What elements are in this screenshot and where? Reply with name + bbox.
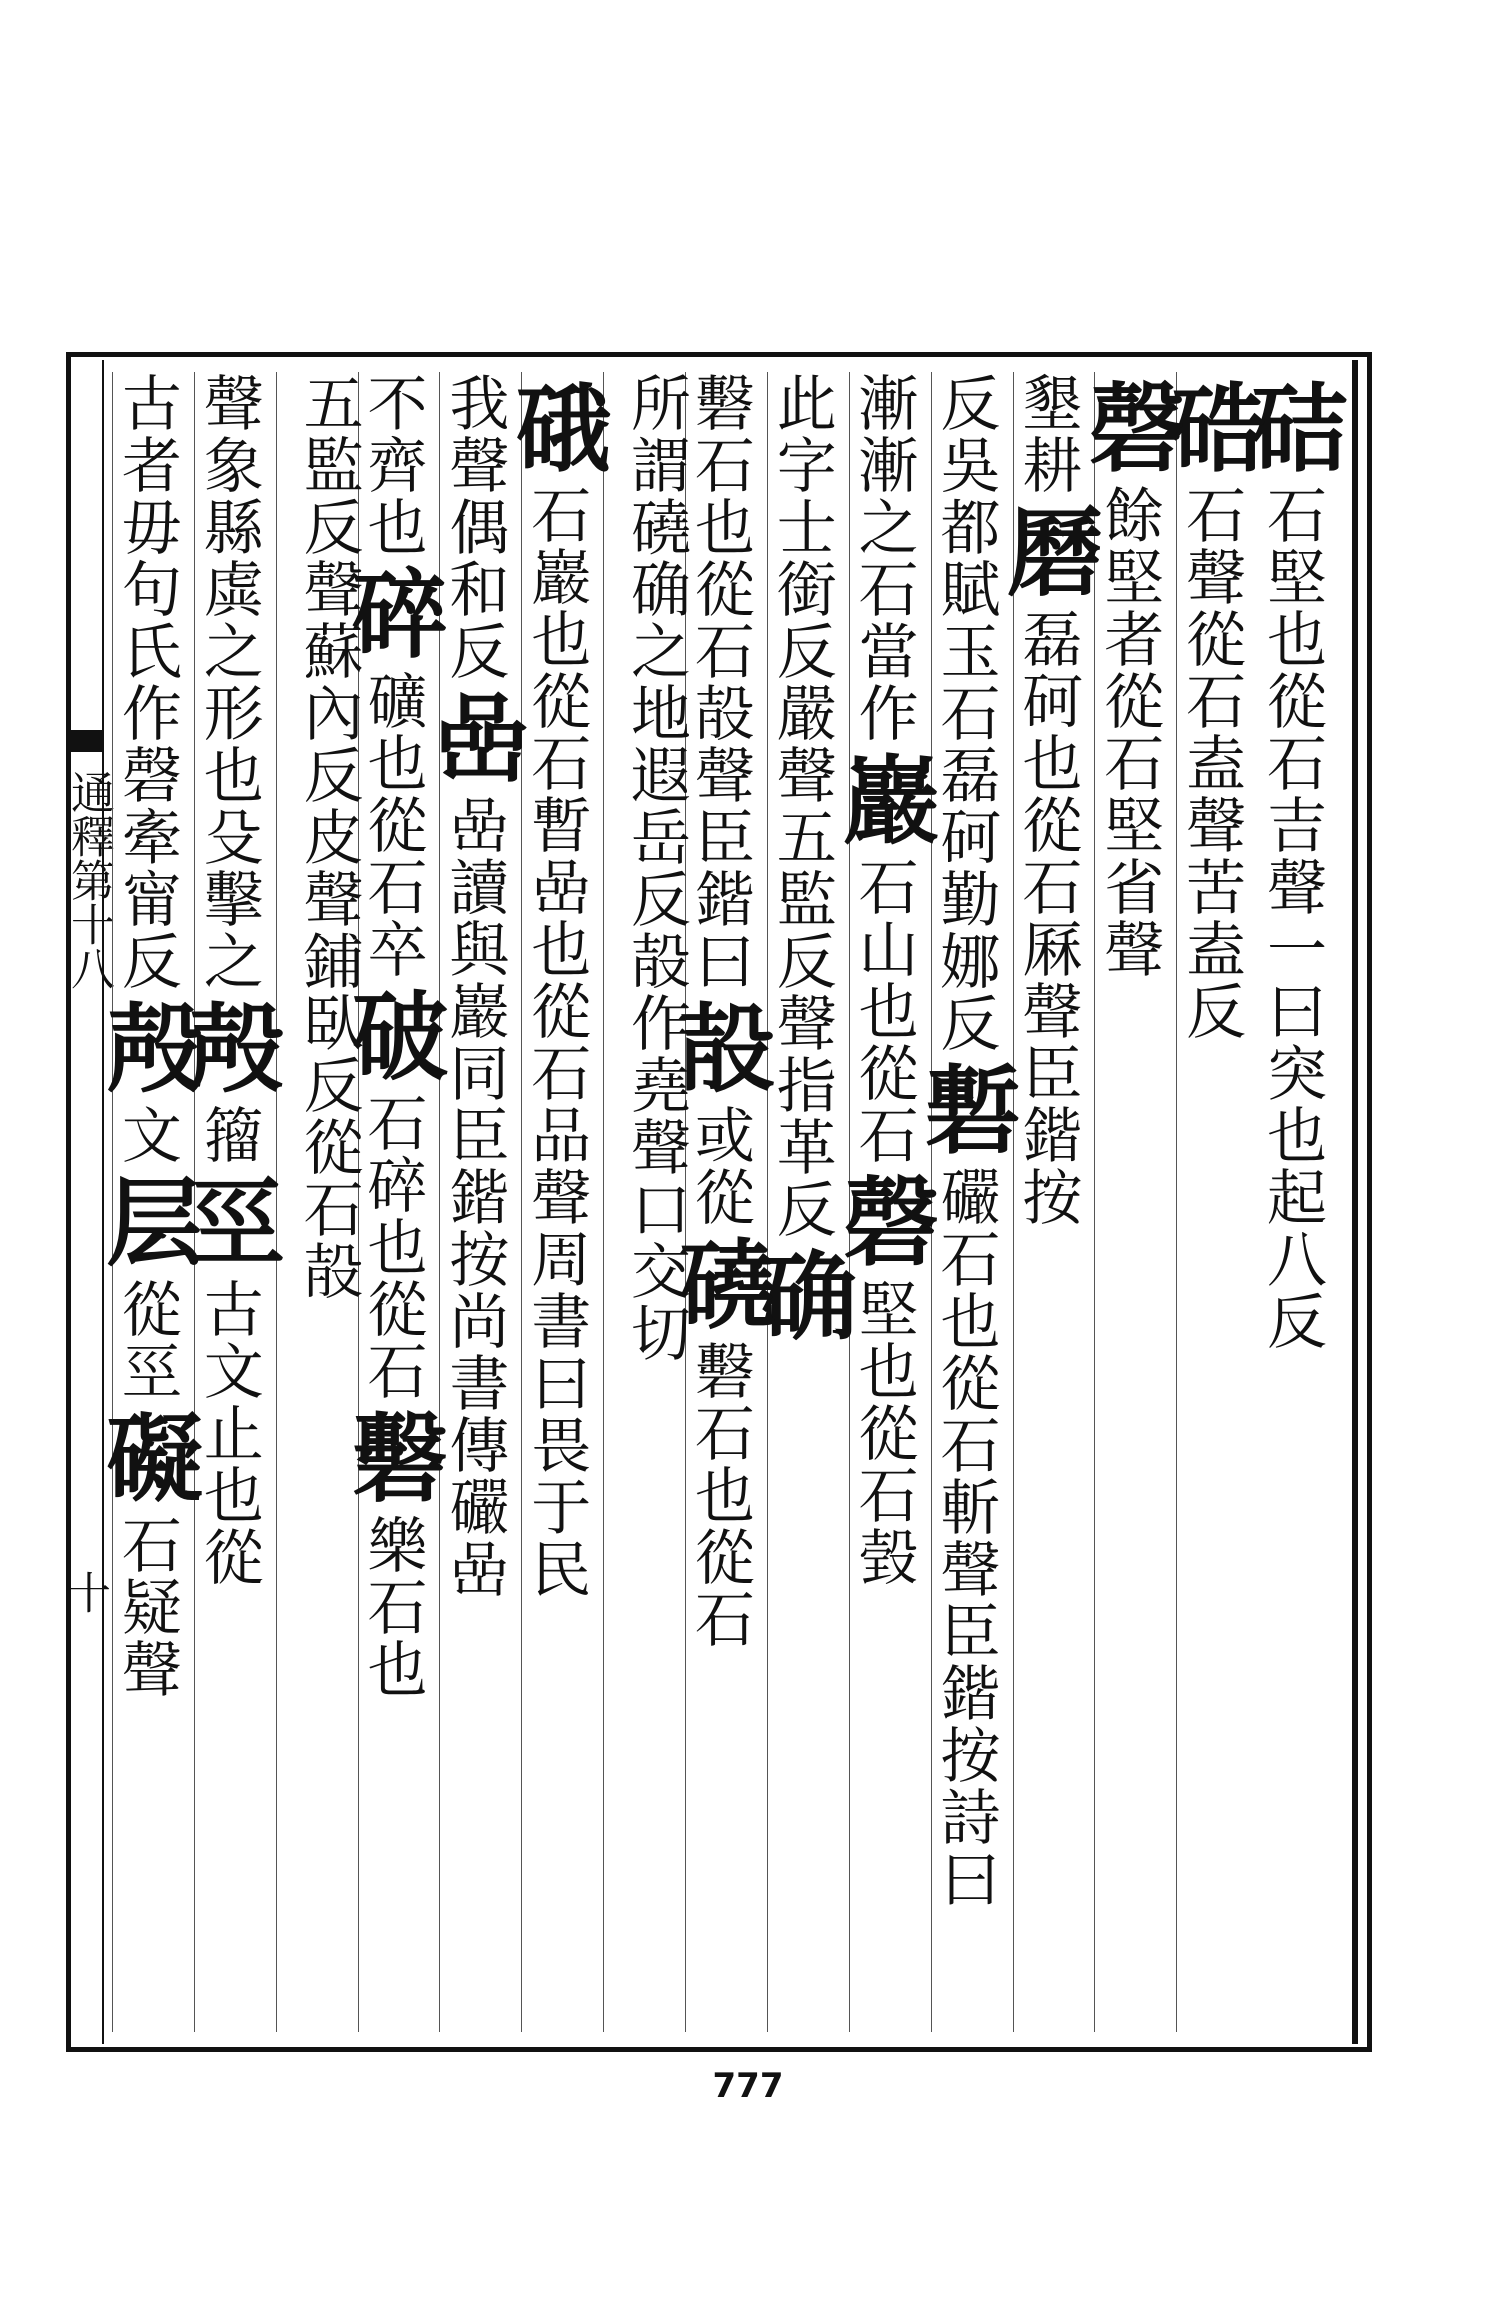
gloss-text: 暫嵒也從石品聲周書曰畏于民 [521,794,592,1600]
seal-script-headword: 磿 [991,502,1105,602]
gloss-text: 聲指革反 [766,992,837,1240]
fish-tail-mark [66,730,102,752]
text-column [500,372,614,2032]
seal-script-headword: 确 [745,1246,859,1346]
frame-inner-rule [1352,360,1358,2044]
gloss-text: 石疑聲 [111,1514,182,1700]
gloss-text: 嵒讀與巖同臣鍇按尚書傳礹嵒 [439,794,510,1600]
gloss-text: 礹石也從石斬聲臣鍇按詩曰 [930,1166,1001,1910]
text-column [276,372,364,2032]
gloss-text: 礊石也從石㱿聲臣鍇曰 [684,372,755,992]
gloss-text: 從巠 [111,1278,182,1402]
gloss-text: 樂石也 [357,1514,428,1700]
gloss-text: 一曰突也起八反 [1256,918,1327,1352]
gloss-text: 漸漸之石當作 [848,372,919,744]
text-column [991,372,1105,2032]
seal-script-headword: 硪 [500,378,614,478]
gloss-text: 皮聲鋪臥反 [293,806,364,1116]
text-column [745,372,859,2032]
seal-script-headword: 殸 [90,998,204,1098]
gloss-text: 嚴聲五監反 [766,682,837,992]
gloss-text: 磊砢也從石厤聲臣鍇按 [1012,608,1083,1228]
text-column [336,372,450,2032]
gloss-text: 餘堅者從石堅省聲 [1094,484,1165,980]
seal-script-headword: 磽 [663,1234,777,1334]
seal-script-headword: 巖 [827,750,941,850]
seal-script-headword: 破 [336,986,450,1086]
seal-script-headword: 㱿 [663,998,777,1098]
seal-script-headword: 嵒 [418,688,532,788]
text-column [1235,372,1349,2032]
gloss-text: 㱿作 [621,930,692,1054]
seal-script-headword: 碎 [336,564,450,664]
text-column [909,372,1023,2032]
text-column [90,372,204,2032]
seal-script-headword: 礙 [90,1408,204,1508]
gloss-text: 墾耕 [1012,372,1083,496]
gloss-text: 堯聲口交切 [621,1054,692,1364]
gloss-text: 古文 [193,1278,264,1402]
gloss-text: 石巖也從石 [521,484,592,794]
gloss-text: 古者毋句氏作磬牽甯反 [111,372,182,992]
gloss-text: 礦也從石卒 [357,670,428,980]
gloss-text: 反 [930,372,1001,434]
seal-script-headword: 磬 [1073,378,1187,478]
gloss-text: 所謂磽确之地遐岳反 [621,372,692,930]
gloss-text: 此字士銜反 [766,372,837,682]
seal-script-headword: 磬 [827,1172,941,1272]
gloss-text: 石聲從石盍聲苦盍反 [1176,484,1247,1042]
text-column [603,372,692,2032]
text-column [827,372,941,2032]
margin-title: 通釋第十八 [63,770,114,990]
gloss-text: 從石㱿 [293,1116,364,1302]
seal-script-headword: 硞 [1155,378,1269,478]
gloss-text: 籀 [193,1104,264,1166]
gloss-text: 不齊也 [357,372,428,558]
page-number: 777 [712,2066,784,2106]
seal-script-headword: 层 [90,1172,204,1272]
seal-script-headword: 殸 [172,998,286,1098]
gloss-text: 石山也從石 [848,856,919,1166]
gloss-text: 我聲偶和反 [439,372,510,682]
text-column [1073,372,1187,2032]
margin-leaf-number: 十 [59,1570,110,1614]
text-column [663,372,777,2032]
seal-script-headword: 巠 [172,1172,286,1272]
seal-script-headword: 硈 [1235,378,1349,478]
gloss-text: 或從 [684,1104,755,1228]
gloss-text: 石堅也從石吉聲 [1256,484,1327,918]
gloss-text: 止也從 [193,1402,264,1588]
gloss-text: 石碎也從石 [357,1092,428,1402]
seal-script-headword: 磛 [909,1060,1023,1160]
gloss-text: 聲蘇內反 [293,558,364,806]
gloss-text: 文 [111,1104,182,1166]
gloss-text: 礊石也從石 [684,1340,755,1650]
gloss-text: 聲象縣虡之形也殳擊之 [193,372,264,992]
text-column [418,372,532,2032]
text-column [1155,372,1269,2032]
gloss-text: 五監反 [293,372,364,558]
gloss-text: 堅也從石㲄 [848,1278,919,1588]
text-column [172,372,286,2032]
seal-script-headword: 礊 [336,1408,450,1508]
gloss-text: 吳都賦玉石磊砢勤娜反 [930,434,1001,1054]
